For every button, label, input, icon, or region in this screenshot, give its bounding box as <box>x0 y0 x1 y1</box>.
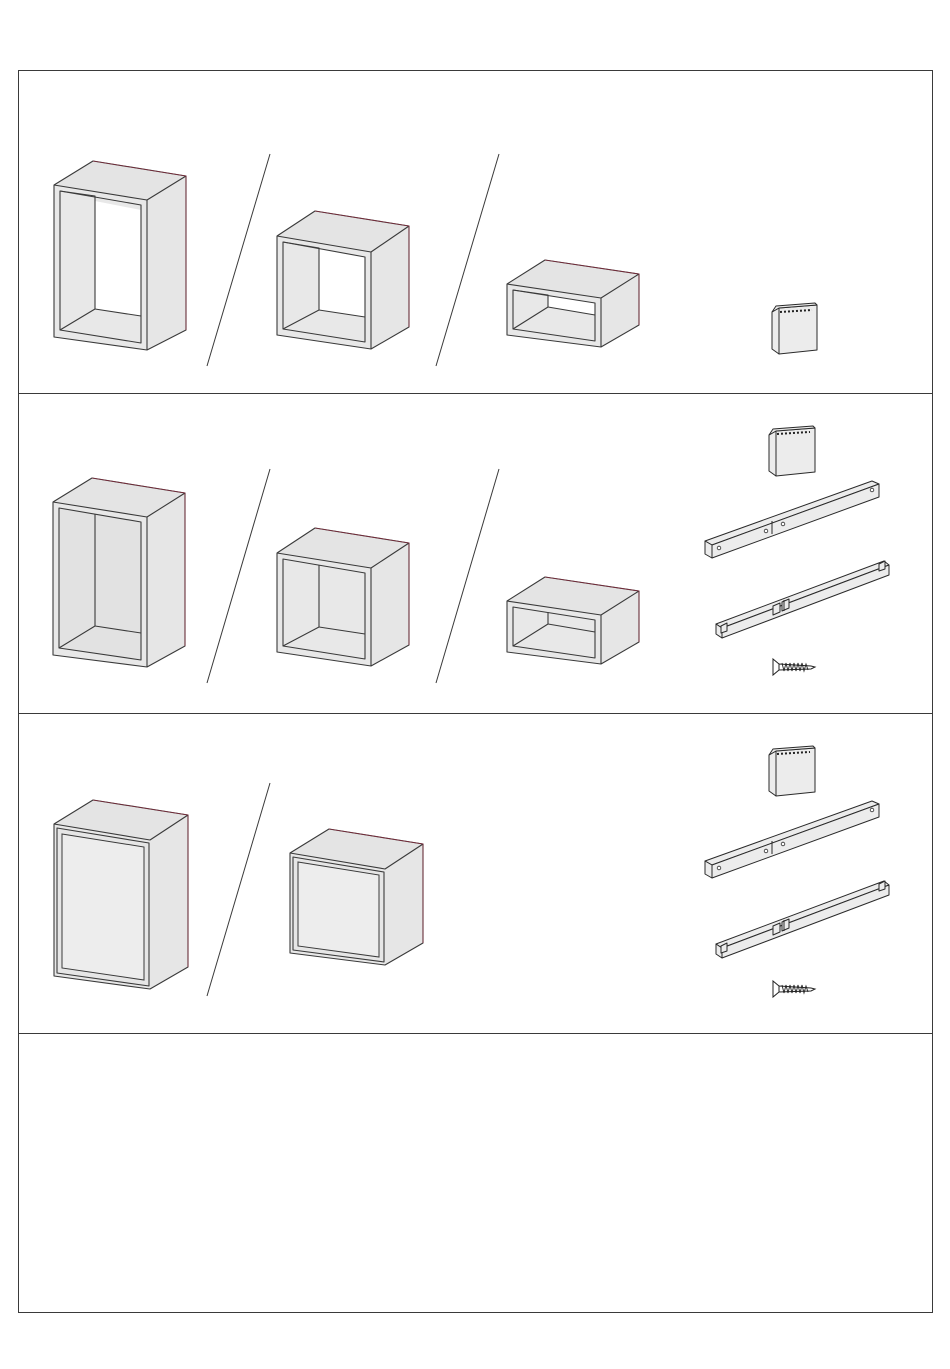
tall-box-with-back-illustration <box>53 478 185 667</box>
square-open-box-illustration <box>277 211 409 349</box>
square-box-with-back-illustration <box>277 528 409 666</box>
empty-panel <box>19 1034 932 1312</box>
suspension-rail-icon <box>716 881 889 958</box>
variant-separator <box>207 154 270 366</box>
variant-separator <box>207 469 270 683</box>
wall-clip-icon <box>769 426 815 476</box>
screw-icon <box>773 659 815 675</box>
low-open-box-illustration <box>507 260 639 347</box>
suspension-rail-icon <box>716 561 889 638</box>
wall-clip-icon <box>769 746 815 796</box>
tall-box-with-door-illustration <box>54 800 188 989</box>
mounting-rail-icon <box>705 801 879 878</box>
row-open-cabinets-with-back <box>53 426 889 683</box>
low-box-with-back-illustration <box>507 577 639 664</box>
variant-separator <box>207 783 270 996</box>
row-open-cabinets <box>54 154 817 366</box>
tall-open-box-illustration <box>54 161 186 350</box>
variant-separator <box>436 469 499 683</box>
variant-separator <box>436 154 499 366</box>
screw-icon <box>773 981 815 997</box>
mounting-rail-icon <box>705 481 879 558</box>
wall-clip-icon <box>772 303 817 354</box>
square-box-with-door-illustration <box>290 829 423 965</box>
row-door-cabinets <box>54 746 889 997</box>
